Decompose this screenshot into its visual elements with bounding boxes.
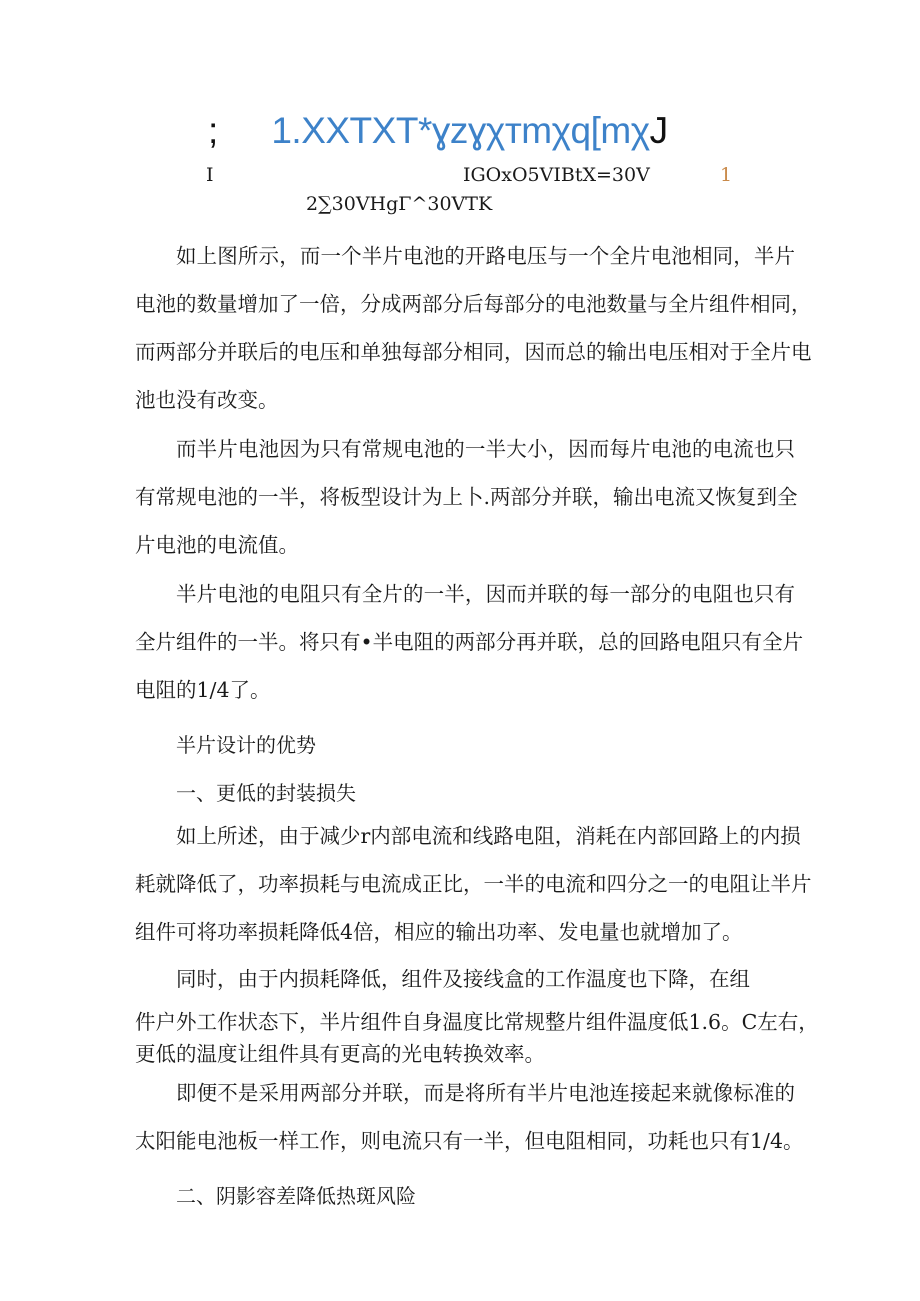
paragraph-line: 半片电池的电阻只有全片的一半，因而并联的每一部分的电阻也只有 [176,582,795,606]
heading-advantages: 半片设计的优势 [176,733,316,757]
paragraph-line: 片电池的电流值。 [135,533,299,557]
paragraph-line: 太阳能电池板一样工作，则电流只有一半，但电阻相同，功耗也只有1/4。 [135,1129,804,1153]
figure-label-line2: 2∑30VHgΓ^30VTK [306,193,493,215]
paragraph-3 [135,570,804,714]
paragraph-line: 有常规电池的一半，将板型设计为上卜.两部分并联，输出电流又恢复到全 [135,485,798,509]
figure-label-mid: IGOxO5VIBtX=30V [463,164,650,186]
paragraph-5 [135,1006,819,1070]
paragraph-line: 而半片电池因为只有常规电池的一半大小，因而每片电池的电流也只 [176,437,795,461]
paragraph-line: 耗就降低了，功率损耗与电流成正比，一半的电流和四分之一的电阻让半片 [135,872,812,896]
paragraph-2 [135,425,798,569]
figure-title-main: 1.XXTXT*ɣzɣχтmχq[mχ [271,110,650,151]
paragraph-line: 如上所述，由于减少r内部电流和线路电阻，消耗在内部回路上的内损 [176,824,801,848]
paragraph-line: 即便不是采用两部分并联，而是将所有半片电池连接起来就像标准的 [176,1081,795,1105]
paragraph-line: 组件可将功率损耗降低4倍，相应的输出功率、发电量也就增加了。 [135,920,743,944]
figure-title-suffix: J [649,110,668,151]
paragraph-line: 更低的温度让组件具有更高的光电转换效率。 [135,1042,545,1066]
figure-title-prefix: ; [208,110,218,151]
paragraph-5-first [135,955,750,1003]
figure-label-right: 1 [720,164,733,186]
paragraph-6 [135,1069,804,1165]
paragraph-line: 如上图所示，而一个半片电池的开路电压与一个全片电池相同，半片 [176,244,795,268]
paragraph-4 [135,812,812,956]
figure-title [208,110,668,152]
figure-label-left: I [206,164,214,186]
paragraph-line: 而两部分并联后的电压和单独每部分相同，因而总的输出电压相对于全片电 [135,340,812,364]
paragraph-line: 电池的数量增加了一倍，分成两部分后每部分的电池数量与全片组件相同， [135,292,812,316]
paragraph-line: 全片组件的一半。将只有•半电阻的两部分再并联，总的回路电阻只有全片 [135,630,804,654]
heading-section-1: 一、更低的封装损失 [176,781,356,805]
paragraph-1 [135,232,812,424]
paragraph-line: 件户外工作状态下，半片组件自身温度比常规整片组件温度低1.6。C左右， [135,1010,819,1034]
heading-section-2: 二、阴影容差降低热斑风险 [176,1184,416,1208]
paragraph-line: 池也没有改变。 [135,388,279,412]
paragraph-line: 同时，由于内损耗降低，组件及接线盒的工作温度也下降，在组 [176,967,750,991]
paragraph-line: 电阻的1/4了。 [135,678,271,702]
